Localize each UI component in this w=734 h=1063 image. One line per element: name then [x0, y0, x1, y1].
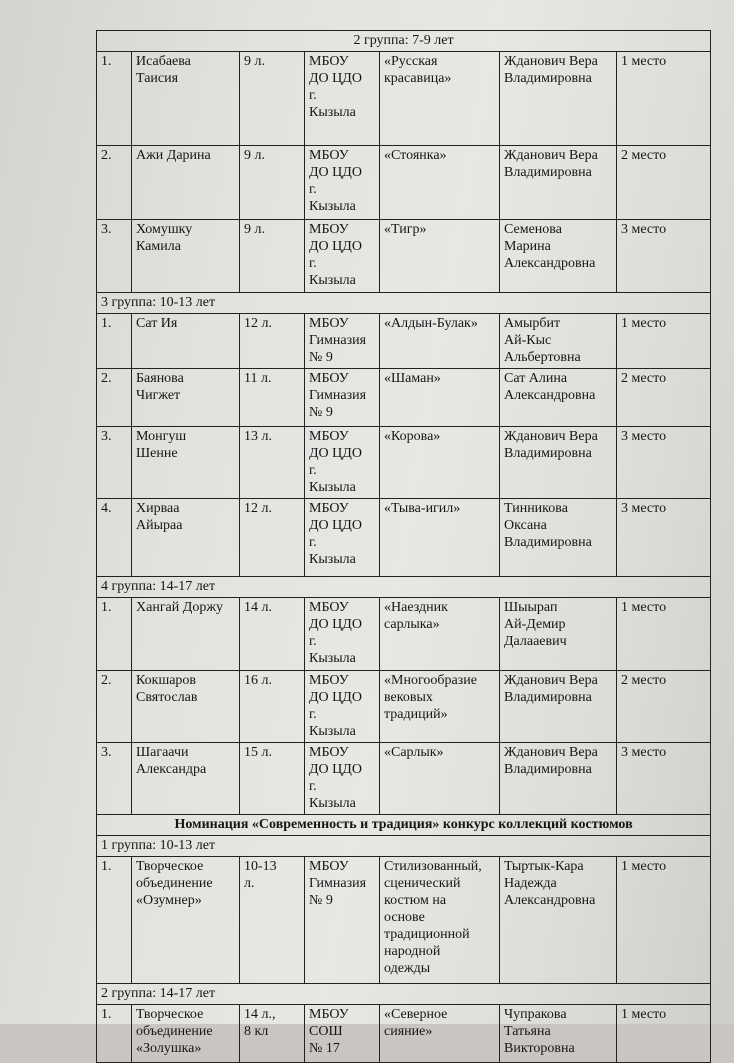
place: 1 место [617, 52, 711, 146]
school: МБОУ ДО ЦДО г. Кызыла [305, 146, 380, 220]
participant-name: Хирваа Айыраа [132, 499, 240, 577]
group-title: 2 группа: 14-17 лет [97, 984, 711, 1005]
table-row [97, 369, 711, 427]
participant-name: Баянова Чигжет [132, 369, 240, 427]
place: 1 место [617, 314, 711, 369]
participant-age: 12 л. [240, 314, 305, 369]
participant-name: Монгуш Шенне [132, 427, 240, 499]
school: МБОУ СОШ № 17 [305, 1005, 380, 1063]
participant-age: 16 л. [240, 671, 305, 743]
school: МБОУ Гимназия № 9 [305, 314, 380, 369]
teacher: Жданович Вера Владимировна [500, 146, 617, 220]
row-number: 3. [97, 743, 132, 815]
school: МБОУ Гимназия № 9 [305, 857, 380, 984]
participant-age: 11 л. [240, 369, 305, 427]
work-title: «Тыва-игил» [380, 499, 500, 577]
row-number: 1. [97, 314, 132, 369]
participant-name: Кокшаров Святослав [132, 671, 240, 743]
place: 3 место [617, 499, 711, 577]
group-header-row [97, 31, 711, 52]
participant-age: 9 л. [240, 220, 305, 293]
school: МБОУ ДО ЦДО г. Кызыла [305, 220, 380, 293]
row-number: 4. [97, 499, 132, 577]
participant-name: Ажи Дарина [132, 146, 240, 220]
work-title: «Тигр» [380, 220, 500, 293]
participant-age: 10-13 л. [240, 857, 305, 984]
table-row [97, 743, 711, 815]
participant-age: 13 л. [240, 427, 305, 499]
teacher: Амырбит Ай-Кыс Альбертовна [500, 314, 617, 369]
group-header-row [97, 836, 711, 857]
work-title: «Сарлык» [380, 743, 500, 815]
teacher: Жданович Вера Владимировна [500, 427, 617, 499]
work-title: «Стоянка» [380, 146, 500, 220]
teacher: Жданович Вера Владимировна [500, 671, 617, 743]
table-row [97, 146, 711, 220]
teacher: Чупракова Татьяна Викторовна [500, 1005, 617, 1063]
work-title: «Русская красавица» [380, 52, 500, 146]
place: 3 место [617, 220, 711, 293]
group-title: 1 группа: 10-13 лет [97, 836, 711, 857]
nomination-title: Номинация «Современность и традиция» конкурс коллекций костюмов [97, 815, 711, 836]
participant-name: Исабаева Таисия [132, 52, 240, 146]
group-title: 3 группа: 10-13 лет [97, 293, 711, 314]
row-number: 3. [97, 427, 132, 499]
group-header-row [97, 984, 711, 1005]
place: 3 место [617, 743, 711, 815]
participant-age: 14 л., 8 кл [240, 1005, 305, 1063]
work-title: «Многообразие вековых традиций» [380, 671, 500, 743]
participant-name: Творческое объединение «Золушка» [132, 1005, 240, 1063]
school: МБОУ ДО ЦДО г. Кызыла [305, 499, 380, 577]
participant-name: Хангай Доржу [132, 598, 240, 671]
school: МБОУ ДО ЦДО г. Кызыла [305, 427, 380, 499]
place: 3 место [617, 427, 711, 499]
group-title: 2 группа: 7-9 лет [97, 31, 711, 52]
participant-age: 14 л. [240, 598, 305, 671]
teacher: Шыырап Ай-Демир Далааевич [500, 598, 617, 671]
work-title: «Алдын-Булак» [380, 314, 500, 369]
place: 2 место [617, 146, 711, 220]
table-row [97, 598, 711, 671]
participant-name: Сат Ия [132, 314, 240, 369]
row-number: 2. [97, 146, 132, 220]
teacher: Жданович Вера Владимировна [500, 52, 617, 146]
group-header-row [97, 293, 711, 314]
row-number: 1. [97, 1005, 132, 1063]
row-number: 2. [97, 671, 132, 743]
work-title: «Северное сияние» [380, 1005, 500, 1063]
work-title: Стилизованный, сценический костюм на основe традиционной народной одежды [380, 857, 500, 984]
teacher: Семенова Марина Александровна [500, 220, 617, 293]
place: 2 место [617, 369, 711, 427]
work-title: «Корова» [380, 427, 500, 499]
row-number: 1. [97, 857, 132, 984]
school: МБОУ ДО ЦДО г. Кызыла [305, 743, 380, 815]
place: 1 место [617, 1005, 711, 1063]
place: 1 место [617, 598, 711, 671]
row-number: 1. [97, 52, 132, 146]
participant-name: Хомушку Камила [132, 220, 240, 293]
table-row [97, 857, 711, 984]
participant-age: 9 л. [240, 146, 305, 220]
school: МБОУ Гимназия № 9 [305, 369, 380, 427]
table-row [97, 314, 711, 369]
work-title: «Наездник сарлыка» [380, 598, 500, 671]
participant-age: 9 л. [240, 52, 305, 146]
place: 2 место [617, 671, 711, 743]
nomination-row [97, 815, 711, 836]
group-header-row [97, 577, 711, 598]
row-number: 2. [97, 369, 132, 427]
teacher: Сат Алина Александровна [500, 369, 617, 427]
table-row [97, 1005, 711, 1063]
table-row [97, 427, 711, 499]
teacher: Тыртык-Кара Надежда Александровна [500, 857, 617, 984]
school: МБОУ ДО ЦДО г. Кызыла [305, 598, 380, 671]
participant-age: 12 л. [240, 499, 305, 577]
participant-age: 15 л. [240, 743, 305, 815]
school: МБОУ ДО ЦДО г. Кызыла [305, 52, 380, 146]
work-title: «Шаман» [380, 369, 500, 427]
group-title: 4 группа: 14-17 лет [97, 577, 711, 598]
place: 1 место [617, 857, 711, 984]
results-table [96, 30, 711, 1063]
table-row [97, 52, 711, 146]
row-number: 1. [97, 598, 132, 671]
row-number: 3. [97, 220, 132, 293]
table-row [97, 220, 711, 293]
participant-name: Творческое объединение «Озумнер» [132, 857, 240, 984]
table-row [97, 671, 711, 743]
teacher: Тинникова Оксана Владимировна [500, 499, 617, 577]
participant-name: Шагаачи Александра [132, 743, 240, 815]
teacher: Жданович Вера Владимировна [500, 743, 617, 815]
school: МБОУ ДО ЦДО г. Кызыла [305, 671, 380, 743]
table-row [97, 499, 711, 577]
